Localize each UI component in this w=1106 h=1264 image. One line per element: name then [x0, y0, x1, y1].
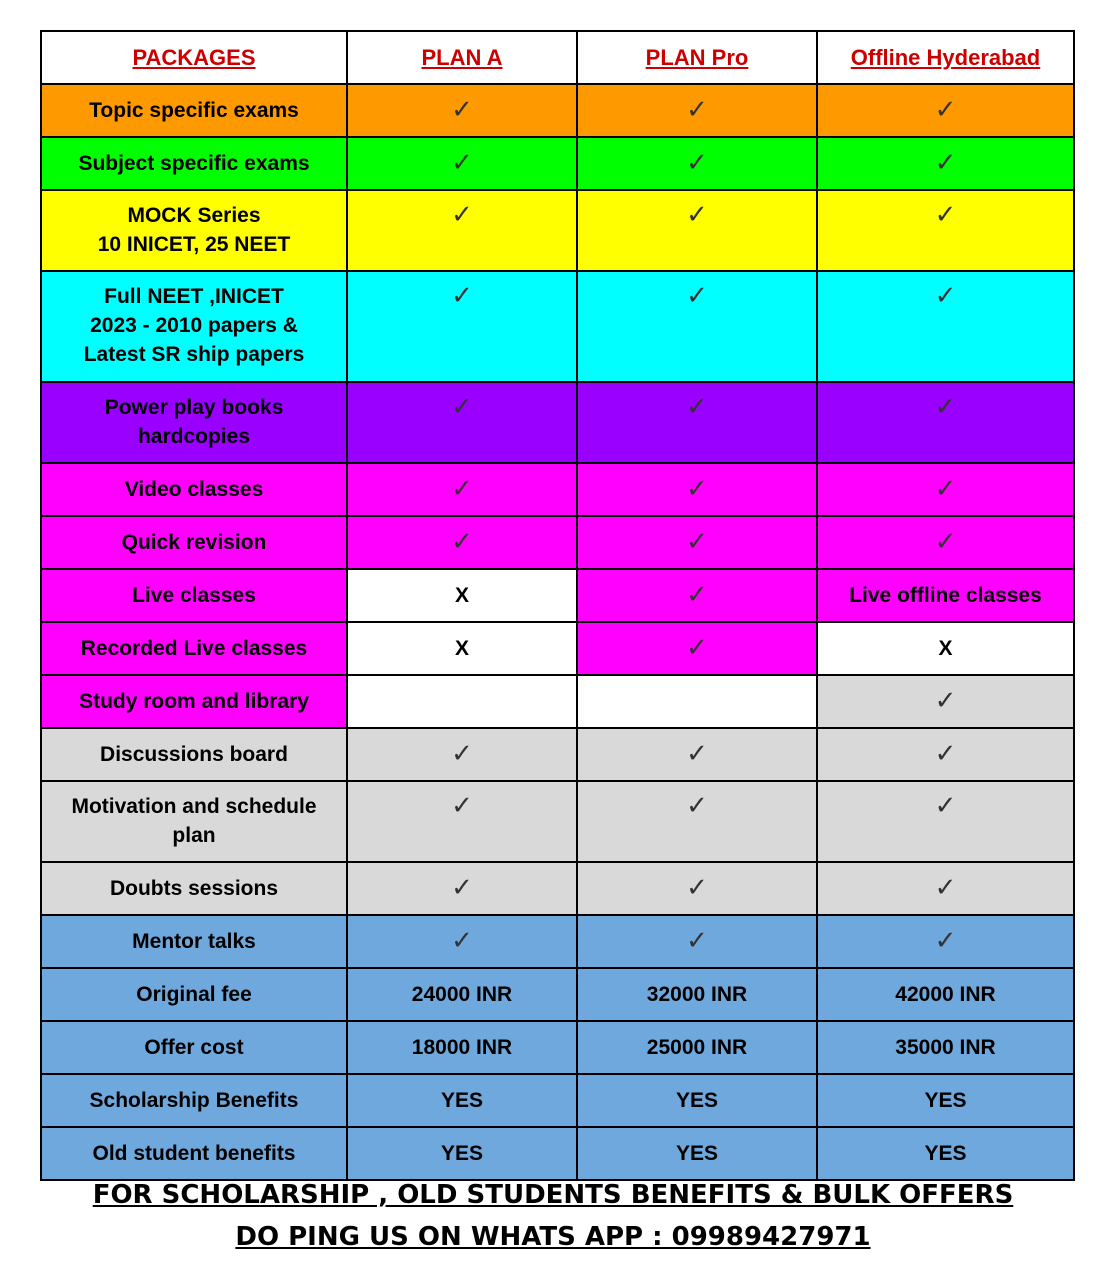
- checkmark-icon: [817, 862, 1074, 915]
- table-row: [41, 915, 1074, 968]
- cell-value: YES: [440, 1089, 484, 1112]
- checkmark-icon: ✓: [451, 200, 473, 230]
- checkmark-icon: [577, 382, 817, 463]
- package-feature-label: [41, 1127, 347, 1180]
- footer-scholarship-note: FOR SCHOLARSHIP , OLD STUDENTS BENEFITS & BULK OFFERS: [92, 1180, 1014, 1210]
- checkmark-icon: [577, 862, 817, 915]
- header-plan-pro: PLAN Pro: [577, 31, 817, 84]
- header-packages: PACKAGES: [41, 31, 347, 84]
- cell-value: YES: [924, 1142, 967, 1165]
- cell-offline-hyderabad: [817, 968, 1074, 1021]
- cell-offline-hyderabad: [817, 1127, 1074, 1180]
- header-row: [41, 31, 1074, 84]
- cell-value: YES: [924, 1089, 967, 1112]
- checkmark-icon: [577, 463, 817, 516]
- checkmark-icon: [347, 382, 577, 463]
- table-row: [41, 781, 1074, 862]
- header-offline-hyderabad: Offline Hyderabad: [817, 31, 1074, 84]
- checkmark-icon: ✓: [451, 473, 473, 504]
- cell-value: YES: [440, 1142, 484, 1165]
- feature-label-text: Discussions board: [100, 743, 288, 766]
- table-row: [41, 1074, 1074, 1127]
- checkmark-icon: [347, 728, 577, 781]
- cell-plan-a: [347, 622, 577, 675]
- table-row: [41, 84, 1074, 137]
- checkmark-icon: [347, 463, 577, 516]
- checkmark-icon: [817, 382, 1074, 463]
- feature-label-text: Doubts sessions: [109, 877, 279, 900]
- package-feature-label: [41, 190, 347, 271]
- checkmark-icon: ✓: [686, 147, 708, 178]
- checkmark-icon: [577, 781, 817, 862]
- packages-table: [40, 30, 1075, 1181]
- table-row: [41, 968, 1074, 1021]
- checkmark-icon: [347, 862, 577, 915]
- package-feature-label: [41, 781, 347, 862]
- checkmark-icon: ✓: [451, 526, 473, 557]
- cell-value: 24000 INR: [411, 983, 513, 1006]
- cell-plan-a: [347, 569, 577, 622]
- cell-plan-pro: [577, 1021, 817, 1074]
- checkmark-icon: [577, 84, 817, 137]
- feature-label-text: Motivation and schedule plan: [71, 795, 317, 847]
- packages-table-body: [41, 31, 1074, 1180]
- checkmark-icon: ✓: [451, 147, 473, 178]
- checkmark-icon: [347, 137, 577, 190]
- checkmark-icon: ✓: [686, 579, 708, 610]
- checkmark-icon: [577, 915, 817, 968]
- checkmark-icon: ✓: [686, 200, 708, 230]
- checkmark-icon: ✓: [686, 94, 708, 125]
- table-row: [41, 463, 1074, 516]
- checkmark-icon: [817, 516, 1074, 569]
- checkmark-icon: ✓: [934, 791, 957, 821]
- feature-label-text: Subject specific exams: [78, 152, 310, 175]
- checkmark-icon: [817, 463, 1074, 516]
- cell-value: 25000 INR: [646, 1036, 748, 1059]
- table-row: [41, 622, 1074, 675]
- package-feature-label: [41, 569, 347, 622]
- table-row: [41, 137, 1074, 190]
- cell-offline-hyderabad: [817, 1074, 1074, 1127]
- checkmark-icon: [347, 516, 577, 569]
- package-feature-label: [41, 968, 347, 1021]
- checkmark-icon: [577, 190, 817, 271]
- table-row: [41, 190, 1074, 271]
- cell-value: 18000 INR: [411, 1036, 513, 1059]
- package-feature-label: [41, 516, 347, 569]
- table-row: [41, 382, 1074, 463]
- checkmark-icon: ✓: [686, 872, 708, 903]
- cell-plan-a: [347, 1021, 577, 1074]
- checkmark-icon: ✓: [686, 738, 708, 769]
- cell-value: X: [454, 584, 469, 607]
- checkmark-icon: [817, 84, 1074, 137]
- checkmark-icon: [577, 569, 817, 622]
- checkmark-icon: [817, 271, 1074, 382]
- package-feature-label: [41, 382, 347, 463]
- checkmark-icon: [577, 271, 817, 382]
- cell-plan-pro: [577, 1074, 817, 1127]
- checkmark-icon: ✓: [686, 281, 708, 311]
- checkmark-icon: [817, 675, 1074, 728]
- feature-label-text: Recorded Live classes: [80, 637, 308, 660]
- cell-offline-hyderabad: [817, 569, 1074, 622]
- cell-plan-pro: [577, 1127, 817, 1180]
- cell-value: X: [938, 637, 953, 660]
- table-row: [41, 728, 1074, 781]
- checkmark-icon: ✓: [934, 872, 957, 903]
- package-feature-label: [41, 622, 347, 675]
- checkmark-icon: ✓: [451, 392, 473, 422]
- checkmark-icon: [577, 728, 817, 781]
- feature-label-text: Scholarship Benefits: [89, 1089, 299, 1112]
- package-feature-label: [41, 862, 347, 915]
- checkmark-icon: [817, 190, 1074, 271]
- feature-label-text: Mentor talks: [132, 930, 256, 953]
- checkmark-icon: ✓: [451, 281, 473, 311]
- feature-label-text: Full NEET ,INICET 2023 - 2010 papers & Latest SR ship papers: [83, 285, 305, 366]
- checkmark-icon: [577, 622, 817, 675]
- table-row: [41, 271, 1074, 382]
- checkmark-icon: ✓: [451, 738, 473, 769]
- checkmark-icon: ✓: [686, 526, 708, 557]
- package-feature-label: [41, 1074, 347, 1127]
- checkmark-icon: ✓: [934, 392, 957, 422]
- checkmark-icon: ✓: [934, 147, 957, 178]
- checkmark-icon: ✓: [934, 473, 957, 504]
- checkmark-icon: ✓: [686, 392, 708, 422]
- package-feature-label: [41, 137, 347, 190]
- cell-value: X: [454, 637, 469, 660]
- checkmark-icon: ✓: [934, 925, 957, 956]
- cell-value: 32000 INR: [646, 983, 748, 1006]
- checkmark-icon: ✓: [686, 925, 708, 956]
- cell-plan-pro: [577, 968, 817, 1021]
- footer-whatsapp-contact: DO PING US ON WHATS APP : 09989427971: [235, 1222, 871, 1252]
- feature-label-text: Study room and library: [79, 690, 309, 713]
- checkmark-icon: [347, 915, 577, 968]
- cell-plan-a: [347, 968, 577, 1021]
- feature-label-text: Old student benefits: [92, 1142, 296, 1165]
- checkmark-icon: ✓: [934, 685, 957, 716]
- table-row: [41, 1127, 1074, 1180]
- checkmark-icon: ✓: [934, 738, 957, 769]
- checkmark-icon: ✓: [686, 791, 708, 821]
- feature-label-text: Live classes: [132, 584, 256, 607]
- package-feature-label: [41, 84, 347, 137]
- checkmark-icon: ✓: [934, 200, 957, 230]
- checkmark-icon: [577, 516, 817, 569]
- checkmark-icon: [817, 137, 1074, 190]
- cell-plan-a: [347, 1074, 577, 1127]
- feature-label-text: MOCK Series 10 INICET, 25 NEET: [97, 204, 291, 256]
- feature-label-text: Original fee: [136, 983, 252, 1006]
- table-row: [41, 569, 1074, 622]
- feature-label-text: Offer cost: [144, 1036, 244, 1059]
- checkmark-icon: ✓: [451, 791, 473, 821]
- package-feature-label: [41, 915, 347, 968]
- package-feature-label: [41, 1021, 347, 1074]
- checkmark-icon: [347, 190, 577, 271]
- checkmark-icon: [817, 915, 1074, 968]
- cell-value: YES: [675, 1142, 719, 1165]
- cell-offline-hyderabad: [817, 622, 1074, 675]
- cell-offline-hyderabad: [817, 1021, 1074, 1074]
- feature-label-text: Topic specific exams: [89, 99, 299, 122]
- table-row: [41, 516, 1074, 569]
- checkmark-icon: [347, 271, 577, 382]
- table-row: [41, 1021, 1074, 1074]
- checkmark-icon: ✓: [686, 632, 708, 663]
- checkmark-icon: ✓: [686, 473, 708, 504]
- checkmark-icon: ✓: [934, 281, 957, 311]
- table-row: [41, 862, 1074, 915]
- package-feature-label: [41, 271, 347, 382]
- checkmark-icon: ✓: [451, 925, 473, 956]
- checkmark-icon: ✓: [451, 94, 473, 125]
- feature-label-text: Quick revision: [121, 531, 267, 554]
- checkmark-icon: [347, 84, 577, 137]
- checkmark-icon: [577, 137, 817, 190]
- checkmark-icon: [347, 781, 577, 862]
- cell-plan-a: [347, 1127, 577, 1180]
- cell-value: YES: [675, 1089, 719, 1112]
- checkmark-icon: [817, 728, 1074, 781]
- checkmark-icon: ✓: [451, 872, 473, 903]
- cell-value: 35000 INR: [895, 1036, 996, 1059]
- checkmark-icon: ✓: [934, 94, 957, 125]
- header-plan-a: PLAN A: [347, 31, 577, 84]
- feature-label-text: Power play books hardcopies: [104, 396, 284, 448]
- table-row: [41, 675, 1074, 728]
- cell-value: Live offline classes: [849, 584, 1042, 607]
- cell-plan-pro: [577, 675, 817, 728]
- feature-label-text: Video classes: [124, 478, 264, 501]
- cell-value: 42000 INR: [895, 983, 996, 1006]
- cell-plan-a: [347, 675, 577, 728]
- package-feature-label: [41, 463, 347, 516]
- checkmark-icon: [817, 781, 1074, 862]
- checkmark-icon: ✓: [934, 526, 957, 557]
- package-feature-label: [41, 675, 347, 728]
- package-feature-label: [41, 728, 347, 781]
